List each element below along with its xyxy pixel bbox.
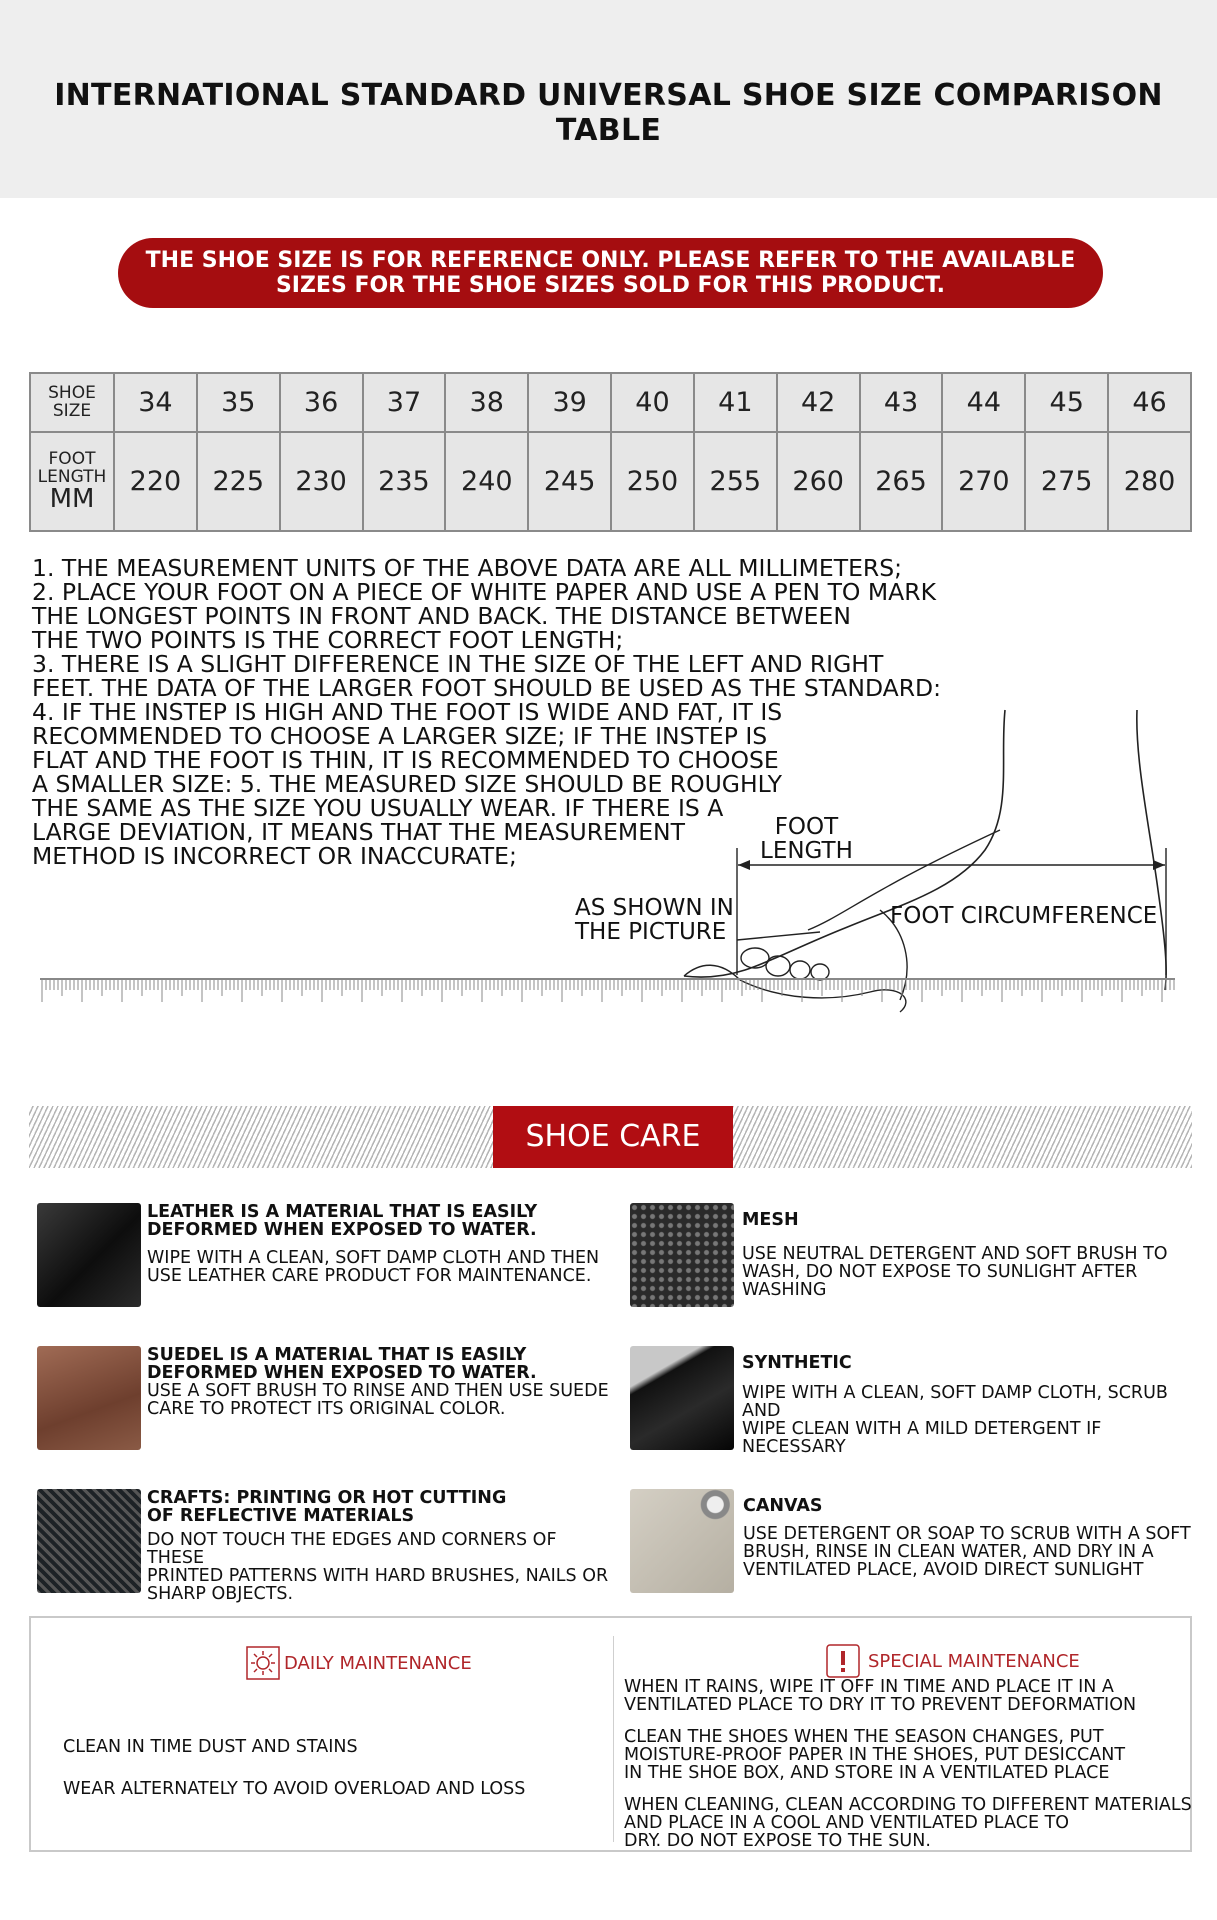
instruction-line: FEET. THE DATA OF THE LARGER FOOT SHOULD BE USED AS THE STANDARD: [32,674,942,702]
care-heading: CRAFTS: PRINTING OR HOT CUTTING OF REFLECTIVE MATERIALS [147,1488,507,1526]
toe [811,964,829,980]
special-item: WHEN IT RAINS, WIPE IT OFF IN TIME AND PLACE IT IN A VENTILATED PLACE TO DRY IT TO PREVENT DEFORMATION [624,1677,1137,1715]
foot-length-cell: 270 [942,432,1025,531]
leather-thumbnail [37,1203,141,1307]
instruction-line: 4. IF THE INSTEP IS HIGH AND THE FOOT IS WIDE AND FAT, IT IS [32,698,783,726]
instruction-line: LARGE DEVIATION, IT MEANS THAT THE MEASUREMENT [32,818,685,846]
foot-length-header-line: FOOT [48,449,96,470]
foot-length-cell: 220 [114,432,197,531]
special-maintenance-heading [826,1644,1080,1678]
shoe-size-cell: 42 [777,373,860,432]
care-body: USE DETERGENT OR SOAP TO SCRUB WITH A SOFT BRUSH, RINSE IN CLEAN WATER, AND DRY IN A VENTILATED PLACE, AVOID DIRECT SUNLIGHT [743,1524,1191,1580]
warning-icon [826,1644,860,1678]
shoe-size-cell: 34 [114,373,197,432]
heel-outline [1137,710,1166,990]
care-heading: CANVAS [743,1496,823,1516]
foot-length-cell: 230 [280,432,363,531]
synthetic-thumbnail [630,1346,734,1450]
foot-length-cell: 225 [197,432,280,531]
care-text [742,1211,1210,1299]
canvas-thumbnail [630,1489,734,1593]
arrow-right [1153,860,1165,870]
shoe-size-cell: 40 [611,373,694,432]
instruction-line: 3. THERE IS A SLIGHT DIFFERENCE IN THE SIZE OF THE LEFT AND RIGHT [32,650,884,678]
instruction-line: METHOD IS INCORRECT OR INACCURATE; [32,842,517,870]
instruction-line: THE TWO POINTS IS THE CORRECT FOOT LENGTH; [32,626,624,654]
special-item: WHEN CLEANING, CLEAN ACCORDING TO DIFFERENT MATERIALS AND PLACE IN A COOL AND VENTILATED PLACE TO DRY. DO NOT EXPOSE TO THE SUN. [624,1795,1192,1851]
care-body: WIPE WITH A CLEAN, SOFT DAMP CLOTH, SCRUB AND WIPE CLEAN WITH A MILD DETERGENT IF NECESSARY [742,1383,1168,1457]
ruler-edge [40,978,1175,980]
foot-length-header [30,432,114,531]
foot-length-cell: 245 [528,432,611,531]
shoe-size-header-line: SHOE [48,383,96,404]
care-text [742,1354,1210,1456]
shoe-size-row [30,373,1191,432]
sun-icon [246,1646,280,1680]
toe [741,948,769,968]
care-text [743,1497,1191,1579]
instruction-line: FLAT AND THE FOOT IS THIN, IT IS RECOMMENDED TO CHOOSE [32,746,779,774]
shoe-size-cell: 36 [280,373,363,432]
care-heading: LEATHER IS A MATERIAL THAT IS EASILY DEFORMED WHEN EXPOSED TO WATER. [147,1202,538,1240]
shoe-size-cell: 45 [1025,373,1108,432]
care-text [147,1203,599,1285]
instruction-line: THE LONGEST POINTS IN FRONT AND BACK. THE DISTANCE BETWEEN [32,602,851,630]
maintenance-divider [613,1636,614,1842]
crafts-thumbnail [37,1489,141,1593]
foot-length-label-line: FOOT [774,814,839,840]
daily-item: WEAR ALTERNATELY TO AVOID OVERLOAD AND LOSS [63,1779,526,1799]
page-title: INTERNATIONAL STANDARD UNIVERSAL SHOE SIZE COMPARISON TABLE [54,78,1163,148]
foot-length-cell: 250 [611,432,694,531]
care-heading: SUEDEL IS A MATERIAL THAT IS EASILY DEFORMED WHEN EXPOSED TO WATER. [147,1345,537,1383]
shoe-size-cell: 39 [528,373,611,432]
care-body: USE NEUTRAL DETERGENT AND SOFT BRUSH TO WASH, DO NOT EXPOSE TO SUNLIGHT AFTER WASHING [742,1244,1168,1300]
ruler [40,978,1175,1002]
mesh-thumbnail [630,1203,734,1307]
toe [790,961,810,979]
care-body: WIPE WITH A CLEAN, SOFT DAMP CLOTH AND THEN USE LEATHER CARE PRODUCT FOR MAINTENANCE. [147,1248,600,1286]
care-heading: MESH [742,1210,799,1230]
notice-line-1: THE SHOE SIZE IS FOR REFERENCE ONLY. PLEASE REFER TO THE AVAILABLE [145,248,1076,273]
foot-measure-diagram [0,700,1217,1020]
foot-length-cell: 275 [1025,432,1108,531]
care-body: DO NOT TOUCH THE EDGES AND CORNERS OF THESE PRINTED PATTERNS WITH HARD BRUSHES, NAILS OR SHARP OBJECTS. [147,1530,609,1604]
foot-length-header-line: LENGTH [37,467,107,488]
as-shown-label-line: THE PICTURE [575,919,727,945]
special-item: CLEAN THE SHOES WHEN THE SEASON CHANGES, PUT MOISTURE-PROOF PAPER IN THE SHOES, PUT DESICCANT IN THE SHOE BOX, AND STORE IN A VENTILATED PLACE [624,1727,1126,1783]
sole-outline [684,965,906,1012]
instruction-line: 1. THE MEASUREMENT UNITS OF THE ABOVE DATA ARE ALL MILLIMETERS; [32,554,903,582]
foot-length-label [760,815,853,863]
daily-maintenance-heading [246,1646,472,1680]
shoe-size-cell: 44 [942,373,1025,432]
arrow-left [738,860,750,870]
foot-length-unit: MM [49,484,95,515]
care-text [147,1346,609,1418]
toe [766,956,790,976]
notice-banner [118,238,1103,308]
care-heading: SYNTHETIC [742,1353,852,1373]
shoe-size-header [30,373,114,432]
daily-item: CLEAN IN TIME DUST AND STAINS [63,1737,358,1757]
foot-length-cell: 280 [1108,432,1191,531]
shoe-size-cell: 35 [197,373,280,432]
shoe-size-cell: 37 [363,373,446,432]
suede-thumbnail [37,1346,141,1450]
care-text [147,1489,617,1603]
daily-maintenance-title: DAILY MAINTENANCE [284,1652,472,1674]
foot-length-label-line: LENGTH [760,838,853,864]
instruction-line: RECOMMENDED TO CHOOSE A LARGER SIZE; IF THE INSTEP IS [32,722,768,750]
instruction-line: 2. PLACE YOUR FOOT ON A PIECE OF WHITE PAPER AND USE A PEN TO MARK [32,578,936,606]
shoe-size-cell: 41 [694,373,777,432]
notice-line-2: SIZES FOR THE SHOE SIZES SOLD FOR THIS PRODUCT. [275,273,946,298]
instruction-line: THE SAME AS THE SIZE YOU USUALLY WEAR. IF THERE IS A [32,794,724,822]
shoe-care-title: SHOE CARE [493,1106,733,1168]
shoe-size-cell: 43 [860,373,943,432]
size-table [29,372,1192,532]
foot-length-cell: 260 [777,432,860,531]
as-shown-label [575,896,734,944]
toe-line [737,932,820,940]
foot-length-cell: 255 [694,432,777,531]
foot-length-cell: 240 [445,432,528,531]
shoe-size-cell: 38 [445,373,528,432]
care-body: USE A SOFT BRUSH TO RINSE AND THEN USE SUEDE CARE TO PROTECT ITS ORIGINAL COLOR. [147,1381,609,1419]
special-maintenance-title: SPECIAL MAINTENANCE [868,1650,1080,1672]
shoe-size-cell: 46 [1108,373,1191,432]
foot-length-row [30,432,1191,531]
foot-length-cell: 265 [860,432,943,531]
instruction-line: A SMALLER SIZE: 5. THE MEASURED SIZE SHOULD BE ROUGHLY [32,770,783,798]
shoe-size-header-line: SIZE [52,401,92,422]
as-shown-label-line: AS SHOWN IN [575,895,734,921]
foot-circumference-label: FOOT CIRCUMFERENCE [890,903,1158,929]
foot-length-cell: 235 [363,432,446,531]
